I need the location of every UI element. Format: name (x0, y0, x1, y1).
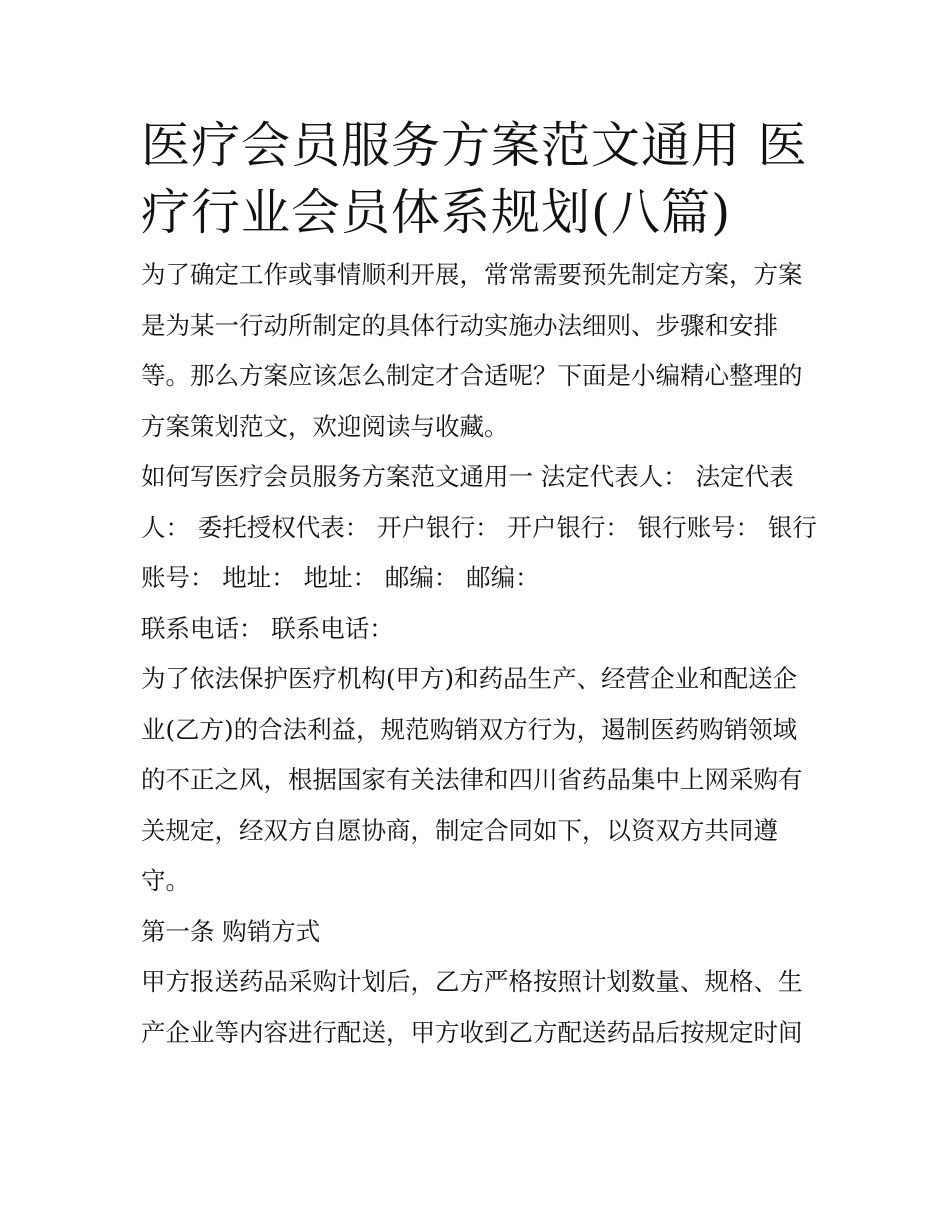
contact-phone-line: 联系电话： 联系电话： (141, 613, 394, 643)
article-body-paragraph: 甲方报送药品采购计划后，乙方严格按照计划数量、规格、生产企业等内容进行配送，甲方收到乙方配送药品后按规定时间 (141, 967, 803, 1047)
document-page (141, 112, 821, 1058)
document-title: 医疗会员服务方案范文通用 医疗行业会员体系规划(八篇) (141, 117, 808, 241)
party-info-paragraph: 如何写医疗会员服务方案范文通用一 法定代表人： 法定代表人： 委托授权代表： 开户银行： 开户银行： 银行账号： 银行账号： 地址： 地址： 邮编： 邮编： (141, 462, 817, 592)
article-heading: 第一条 购销方式 (141, 916, 321, 946)
contract-purpose-paragraph: 为了依法保护医疗机构(甲方)和药品生产、经营企业和配送企业(乙方)的合法利益，规范购销双方行为，遏制医药购销领域的不正之风，根据国家有关法律和四川省药品集中上网采购有关规定，经双方自愿协商，制定合同如下，以资双方共同遵守。 (141, 664, 803, 895)
intro-paragraph: 为了确定工作或事情顺利开展，常常需要预先制定方案，方案是为某一行动所制定的具体行动实施办法细则、步骤和安排等。那么方案应该怎么制定才合适呢？下面是小编精心整理的方案策划范文，欢迎阅读与收藏。 (141, 260, 803, 441)
